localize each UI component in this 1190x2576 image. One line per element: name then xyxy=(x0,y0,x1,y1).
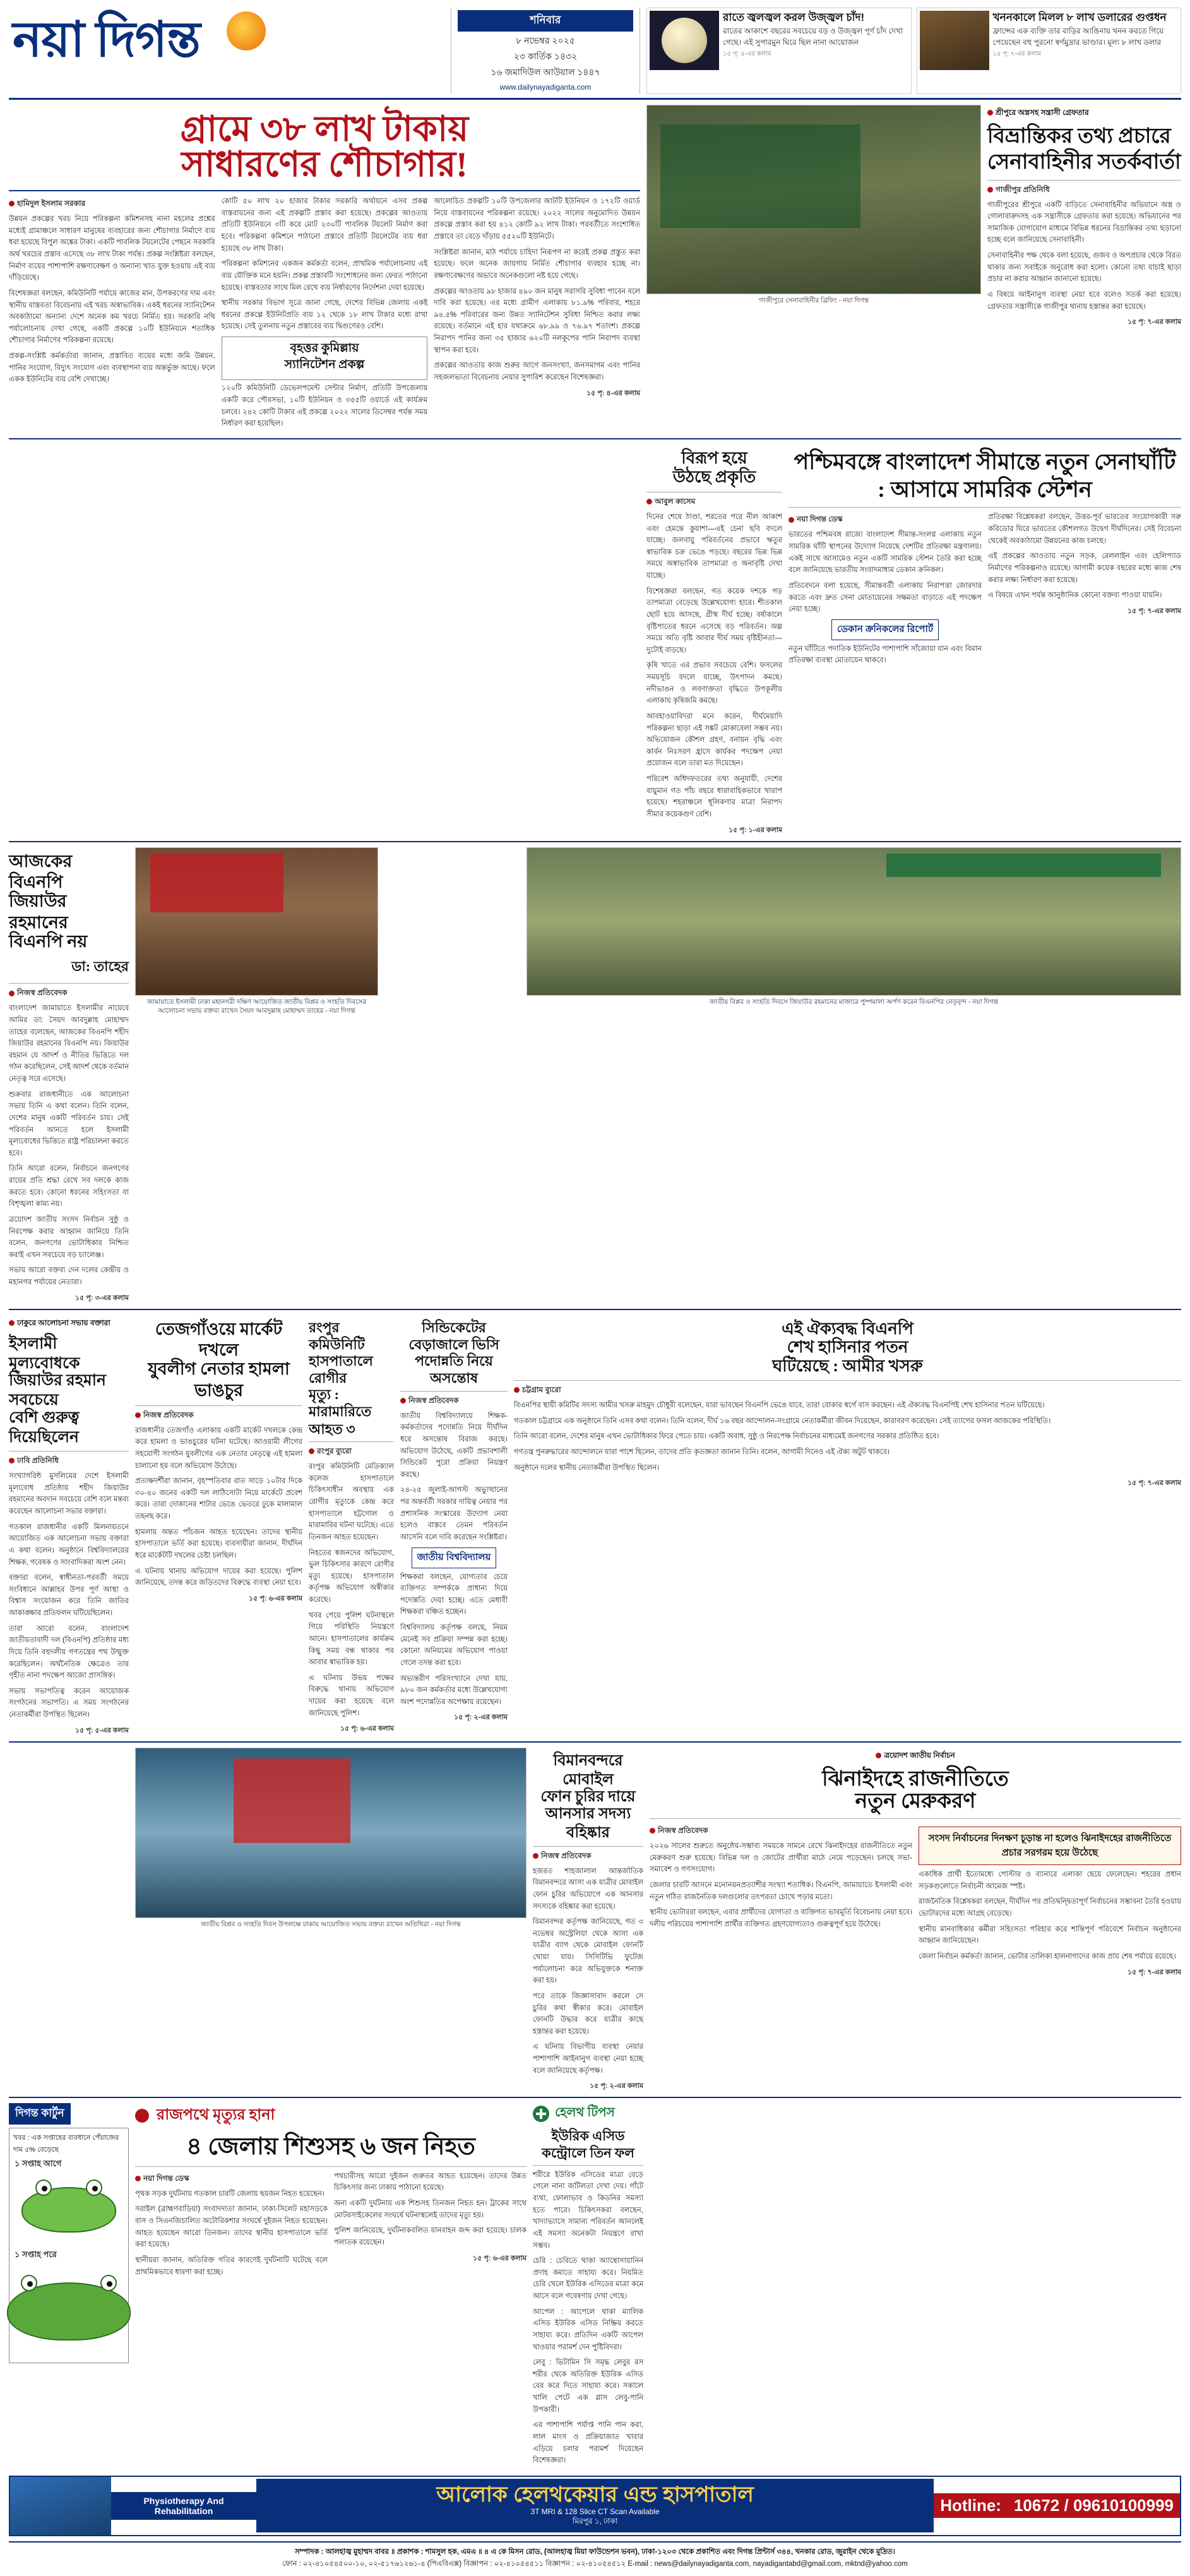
jamaat-photo-block xyxy=(135,847,378,1304)
row-lead xyxy=(9,105,1181,434)
rangpur-para: নিহতের স্বজনদের অভিযোগ, ভুল চিকিৎসার কারণে রোগীর মৃত্যু হয়েছে। হাসপাতাল কর্তৃপক্ষ অভিযোগ অস্বীকার করেছে। xyxy=(309,1549,394,1604)
rangpur-headline-3: মৃত্যু : মারামারিতে আহত ৩ xyxy=(309,1386,372,1437)
lead-tail: ১৫ পৃ: ৪-এর কলাম xyxy=(586,389,641,397)
border-col-1 xyxy=(788,511,982,671)
lead-columns xyxy=(9,196,640,434)
tejgaon-headline-1: তেজগাঁওয়ে মার্কেট দখলে xyxy=(155,1319,283,1360)
bnp-subhead: ডা: তাহের xyxy=(71,958,129,975)
syndicate-para: ২৪-২৫ জুলাই-আগস্ট অভ্যুত্থানের পর অন্তর্বর্তী সরকার দায়িত্ব নেয়ার পর প্রশাসনিক সংস্কারের উদ্যোগ নেয়া হলেও বাস্তবে তেমন পরিবর্তন আসেনি বলে দাবি করেছেন সংশ্লিষ্টরা। xyxy=(400,1486,508,1541)
syndicate-para: শিক্ষকরা বলছেন, যোগ্যতার চেয়ে ব্যক্তিগত সম্পর্ককে প্রাধান্য দিয়ে পদোন্নতি দেয়া হচ্ছে। এতে মেধাবী শিক্ষকরা বঞ্চিত হচ্ছেন। xyxy=(400,1573,508,1616)
islami-tail: ১৫ পৃ: ৫-এর কলাম xyxy=(75,1726,129,1734)
syndicate-story xyxy=(400,1315,508,1737)
promo-moon[interactable] xyxy=(646,8,912,94)
hall-photo-caption: জাতীয় বিপ্লব ও সংহতি দিবস উপলক্ষে ঢাকায় আয়োজিত সভায় বক্তব্য রাখেন অতিথিরা - নয়া দিগন্ত xyxy=(201,1920,461,1928)
border-para: এই প্রকল্পের আওতায় নতুন সড়ক, রেললাইন এবং হেলিপ্যাড নির্মাণের পরিকল্পনাও রয়েছে। আগামী কয়েক বছরের মধ্যে কাজ শেষ করার লক্ষ্য নির্ধারণ করা হয়েছে। xyxy=(988,552,1181,584)
syndicate-para: জাতীয় বিশ্ববিদ্যালয়ে শিক্ষক-কর্মকর্তাদের পদোন্নতি নিয়ে দীর্ঘদিন ধরে অসন্তোষ বিরাজ করছে। অভিযোগ উঠেছে, একটি প্রভাবশালী সিন্ডিকেট পুরো প্রক্রিয়া নিয়ন্ত্রণ করছে। xyxy=(400,1412,508,1479)
rangpur-para: খবর পেয়ে পুলিশ ঘটনাস্থলে গিয়ে পরিস্থিতি নিয়ন্ত্রণে আনে। হাসপাতালের কার্যক্রম কিছু সময় বন্ধ থাকার পর আবার স্বাভাবিক হয়। xyxy=(309,1611,394,1667)
tejgaon-byline: নিজস্ব প্রতিবেদক xyxy=(135,1410,302,1422)
promo-treasure[interactable] xyxy=(917,8,1182,94)
bnp-para: তিনি আরো বলেন, নির্বাচনে জনগণের রায়ের প্রতি শ্রদ্ধা রেখে সব দলকে কাজ করতে হবে। কোনো ধরনের সহিংসতা বা বিশৃঙ্খলা কাম্য নয়। xyxy=(9,1165,129,1208)
jhenaidah-col-1 xyxy=(650,1823,912,1978)
oikko-tail: ১৫ পৃ: ৭-এর কলাম xyxy=(1128,1479,1181,1488)
jhenaidah-kicker: ত্রয়োদশ জাতীয় নির্বাচন xyxy=(650,1750,1181,1763)
rangpur-headline-1: রংপুর কমিউনিটি xyxy=(309,1319,365,1353)
tejgaon-para: প্রত্যক্ষদর্শীরা জানান, বৃহস্পতিবার রাত সাড়ে ১০টার দিকে ৩০-৪০ জনের একটি দল লাঠিসোটা নিয়ে মার্কেটে প্রবেশ করে। তারা দোকানের শাটার ভেঙে ভেতরে ঢুকে মালামাল তছনছ করে। xyxy=(135,1477,302,1521)
sripur-para: গাজীপুরের শ্রীপুরে একটি বাড়িতে সেনাবাহিনীর অভিযানে অস্ত্র ও গোলাবারুদসহ এক সন্ত্রাসীকে গ্রেফতার করা হয়েছে। অভিযানের পর সামাজিক যোগাযোগ মাধ্যমে বিভিন্ন ধরনের বিভ্রান্তিকর তথ্য ছড়ানো হচ্ছে বলে জানিয়েছে সেনাবাহিনী। xyxy=(987,201,1181,244)
lead-headline-1: গ্রামে ৩৮ লাখ টাকায় xyxy=(180,110,469,149)
syndicate-headline-2: পদোন্নতি নিয়ে অসন্তোষ xyxy=(415,1352,493,1386)
border-para: এ বিষয়ে এখন পর্যন্ত আনুষ্ঠানিক কোনো বক্তব্য পাওয়া যায়নি। xyxy=(988,592,1162,600)
border-col-2 xyxy=(988,511,1181,671)
newspaper-logo[interactable] xyxy=(9,8,451,94)
nature-headline-1: বিরূপ হয়ে xyxy=(681,448,747,467)
road-para: সরাইল (ব্রাহ্মণবাড়িয়া) সংবাদদাতা জানান, ঢাকা-সিলেট মহাসড়কে বাস ও সিএনজিচালিত অটোরিকশার সংঘর্ষে দুইজন নিহত হয়েছেন। আহত হয়েছেন আরো তিনজন। তাদের স্থানীয় হাসপাতালে ভর্তি করা হয়েছে। xyxy=(135,2205,328,2249)
islami-kicker: ঢাকুরে আলোচনা সভায় বক্তারা xyxy=(9,1318,129,1330)
promo-treasure-body: ফ্রান্সের এক ব্যক্তি তার বাড়ির আঙিনায় খনন করতে গিয়ে পেয়েছেন বহু পুরনো স্বর্ণমুদ্রার ভাণ্ডার। মূল্য ৮ লাখ ডলার xyxy=(992,27,1164,47)
army-photo-caption: গাজীপুরে সেনাবাহিনীর ব্রিফিং - নয়া দিগন্ত xyxy=(758,297,869,304)
ad-title: আলোক হেলথকেয়ার এন্ড হাসপাতাল xyxy=(436,2483,754,2507)
health-para: লেবু : ভিটামিন সি সমৃদ্ধ লেবুর রস শরীর থেকে অতিরিক্ত ইউরিক এসিড বের করে দিতে সাহায্য করে। সকালে খালি পেটে এক গ্লাস লেবু-পানি উপকারী। xyxy=(533,2359,643,2414)
row-two xyxy=(9,444,1181,837)
airport-headline-3: আনসার সদস্য বহিষ্কার xyxy=(545,1805,631,1841)
lead-col-1 xyxy=(9,196,215,434)
promo-treasure-headline: খননকালে মিলল ৮ লাখ ডলারের গুপ্তধন xyxy=(992,11,1167,23)
row-lead-right xyxy=(646,105,1181,434)
islami-headline-2: জিয়াউর রহমান সবচেয়ে xyxy=(9,1372,106,1409)
health-label: হেলথ টিপস xyxy=(555,2106,615,2120)
rangpur-para: রংপুর কমিউনিটি মেডিক্যাল কলেজ হাসপাতালে চিকিৎসাধীন অবস্থায় এক রোগীর মৃত্যুকে কেন্দ্র করে হাসপাতালে হট্টগোল ও মারামারির ঘটনা ঘটেছে। এতে তিনজন আহত হয়েছেন। xyxy=(309,1463,394,1541)
health-para: শরীরে ইউরিক এসিডের মাত্রা বেড়ে গেলে নানা জটিলতা দেখা দেয়। গাঁটে ব্যথা, ফোলাভাব ও কিডনির সমস্যা হতে পারে। চিকিৎসকরা বলছেন, খাদ্যাভ্যাসে সামান্য পরিবর্তন আনলেই এই সমস্যা অনেকটা নিয়ন্ত্রণে রাখা সম্ভব। xyxy=(533,2171,643,2250)
sripur-headline: বিভ্রান্তিকর তথ্য প্রচারে সেনাবাহিনীর সতর্কবার্তা xyxy=(987,125,1181,174)
airport-headline-1: বিমানবন্দরে মোবাইল xyxy=(553,1752,623,1788)
border-para: ভারতের পশ্চিমবঙ্গ রাজ্যে বাংলাদেশ সীমান্ত-সংলগ্ন এলাকায় নতুন সামরিক ঘাঁটি স্থাপনের উদ্যোগ নিয়েছে দেশটির প্রতিরক্ষা মন্ত্রণালয়। একই সাথে আসামেও নতুন একটি সামরিক স্টেশন তৈরি করা হচ্ছে বলে জানিয়েছে ভারতীয় সংবাদমাধ্যম ডেকান ক্রনিকল। xyxy=(788,531,982,575)
jhenaidah-headline-2: নতুন মেরুকরণ xyxy=(855,1789,976,1813)
health-plus-icon xyxy=(533,2106,549,2122)
date-gregorian: ৮ নভেম্বর ২০২৫ xyxy=(516,35,575,45)
row-four xyxy=(9,1315,1181,1737)
army-photo-block xyxy=(646,105,981,328)
border-story xyxy=(788,444,1181,837)
islami-headline-3: বেশি গুরুত্ব দিয়েছিলেন xyxy=(9,1409,80,1446)
bnp-headline-1: আজকের বিএনপি xyxy=(9,851,73,892)
airport-para: বিমানবন্দর কর্তৃপক্ষ জানিয়েছে, গত ৩ নভেম্বর অস্ট্রেলিয়া থেকে আসা এক যাত্রীর ব্যাগ থেকে মোবাইল ফোনটি খোয়া যায়। সিসিটিভি ফুটেজ পর্যালোচনা করে অভিযুক্তকে শনাক্ত করা হয়। xyxy=(533,1918,643,1985)
syndicate-para: বিশ্ববিদ্যালয় কর্তৃপক্ষ বলছে, নিয়ম মেনেই সব প্রক্রিয়া সম্পন্ন করা হচ্ছে। কোনো অনিয়মের অভিযোগ পাওয়া গেলে তদন্ত করা হবে। xyxy=(400,1624,508,1667)
road-para: পথচারীসহ আরো দুইজন গুরুতর আহত হয়েছেন। তাদের উন্নত চিকিৎসার জন্য ঢাকায় পাঠানো হয়েছে। xyxy=(334,2172,527,2192)
lead-col-2 xyxy=(222,196,428,434)
row-two-spacer xyxy=(9,444,640,837)
nature-headline-2: উঠছে প্রকৃতি xyxy=(672,468,756,487)
jamaat-meeting-photo xyxy=(135,847,378,996)
sripur-tail: ১৫ পৃ: ৭-এর কলাম xyxy=(1128,318,1181,326)
jhenaidah-para: একাধিক প্রার্থী ইতোমধ্যে পোস্টার ও ব্যানারে এলাকা ছেয়ে ফেলেছেন। শহরের প্রধান সড়কগুলোতে নির্বাচনী আমেজ স্পষ্ট। xyxy=(919,1871,1181,1890)
airport-headline-2: ফোন চুরির দায়ে xyxy=(540,1788,636,1805)
sripur-kicker: শ্রীপুরে অস্ত্রসহ সন্ত্রাসী গ্রেফতার xyxy=(987,107,1181,120)
grave-photo-caption: জাতীয় বিপ্লব ও সংহতি দিবসে জিয়াউর রহমানের মাজারে পুষ্পমাল্য অর্পণ করেন বিএনপির নেতৃবৃন্দ - নয়া দিগন্ত xyxy=(709,998,999,1006)
hall-photo-block xyxy=(135,1748,527,2093)
health-tips-block xyxy=(533,2103,643,2471)
jhenaidah-para: জেলার চারটি আসনে মনোনয়নপ্রত্যাশীর সংখ্যা শতাধিক। বিএনপি, জামায়াতে ইসলামী এবং নতুন গঠিত রাজনৈতিক দলগুলোর তৎপরতা চোখে পড়ার মতো। xyxy=(650,1881,912,1901)
road-headline: ৪ জেলায় শিশুসহ ৬ জন নিহত xyxy=(186,2133,475,2161)
lead-col-3 xyxy=(434,196,640,434)
airport-tail: ১৫ পৃ: ২-এর কলাম xyxy=(590,2082,643,2090)
road-para: পুলিশ জানিয়েছে, দুর্ঘটনাকবলিত যানবাহন জব্দ করা হয়েছে। চালক পলাতক রয়েছেন। xyxy=(334,2227,527,2246)
row-three xyxy=(9,847,1181,1304)
jhenaidah-notice: সংসদ নির্বাচনের দিনক্ষণ চূড়ান্ত না হলেও ঝিনাইদহের রাজনীতিতে প্রচার সরগরম হয়ে উঠেছে xyxy=(919,1827,1181,1865)
grave-photo-block xyxy=(527,847,1181,1304)
kumilla-title-2: স্যানিটেশন প্রকল্প xyxy=(284,357,365,371)
army-briefing-photo xyxy=(646,105,981,294)
date-hijri: ১৬ জমাদিউল আউয়াল ১৪৪৭ xyxy=(491,67,600,77)
logo-text: নয়া দিগন্ত xyxy=(13,12,200,67)
health-para: এর পাশাপাশি পর্যাপ্ত পানি পান করা, লাল মাংস ও প্রক্রিয়াজাত খাবার এড়িয়ে চলার পরামর্শ দিয়েছেন বিশেষজ্ঞরা। xyxy=(533,2421,643,2465)
grave-tribute-photo xyxy=(527,847,1181,996)
bnp-para: ত্রয়োদশ জাতীয় সংসদ নির্বাচন সুষ্ঠু ও নিরপেক্ষ করার আহ্বান জানিয়ে তিনি বলেন, জনগণের ভোটাধিকার নিশ্চিত করাই এখন সবচেয়ে বড় চ্যালেঞ্জ। xyxy=(9,1215,129,1259)
row-five xyxy=(9,1748,1181,2093)
lead-para: বিশেষজ্ঞরা বলছেন, কমিউনিটি পর্যায়ে কাজের মান, উপকরণের দাম এবং স্থানীয় বাস্তবতা বিবেচনায় এই খরচ অস্বাভাবিক। একই ধরনের স্যানিটেশন অবকাঠামো অন্যান্য দেশে অনেক কম খরচে নির্মিত হয়। সরকারি নথি পর্যালোচনায় দেখা গেছে, একটি প্রকল্পে ১০টি ইউনিয়নে শতাধিক শৌচাগার নির্মাণের পরিকল্পনা রয়েছে। xyxy=(9,289,215,345)
oikko-story xyxy=(514,1315,1181,1737)
border-headline: পশ্চিমবঙ্গে বাংলাদেশ সীমান্তে নতুন সেনাঘাঁটি : আসামে সামরিক স্টেশন xyxy=(794,449,1176,502)
lead-para: প্রকল্পের আওতায় কাজ শুরুর আগে জনসংখ্যা, জনসমাগম এবং পানির সহজলভ্যতা বিবেচনায় নেয়ার সুপারিশ করেছেন বিশেষজ্ঞরা। xyxy=(434,362,641,381)
cartoon-block xyxy=(9,2103,129,2471)
airport-para: হজরত শাহজালাল আন্তর্জাতিক বিমানবন্দরে আসা এক যাত্রীর মোবাইল ফোন চুরির অভিযোগে এক আনসার সদস্যকে বহিষ্কার করা হয়েছে। xyxy=(533,1867,643,1911)
ad-note: 3T MRI & 128 Slice CT Scan Available xyxy=(530,2507,660,2517)
lead-para: প্রকল্প-সংশ্লিষ্ট কর্মকর্তারা জানান, প্রস্তাবিত ব্যয়ের মধ্যে জমি উন্নয়ন, পানির সংযোগ, বিদ্যুৎ সংযোগ এবং ব্যবস্থাপনা ব্যয় অন্তর্ভুক্ত আছে। ফলে একক ইউনিটের ব্যয় বেশি দেখাচ্ছে। xyxy=(9,352,215,384)
bnp-para: শুক্রবার রাজধানীতে এক আলোচনা সভায় তিনি এ কথা বলেন। তিনি বলেন, দেশের মানুষ একটি পরিবর্তন চায়। সেই পরিবর্তন আনতে হলে ইসলামী মূল্যবোধের ভিত্তিতে রাষ্ট্র পরিচালনা করতে হবে। xyxy=(9,1090,129,1157)
promo-treasure-text xyxy=(993,11,1179,91)
oikko-headline-2: শেখ হাসিনার পতন xyxy=(787,1338,908,1357)
kumilla-para: প্রকল্পের আওতায় ৯৮ হাজার ৪৯০ জন মানুষ সরাসরি সুবিধা পাবেন বলে দাবি করা হয়েছে। এর মধ্যে গ্রামীণ এলাকায় ৮১.৯% পরিবার, শহরে ৯৪.৫% পরিবারের জন্য উন্নত স্যানিটেশন সুবিধা নিশ্চিত করার লক্ষ্য রয়েছে। বর্তমানে এই হার যথাক্রমে ৬৮.৯৯ ও ৭৬.৯৭ শতাংশ। প্রকল্পে নিরাপদ পানির জন্য ৩৫ হাজার ৬২০টি নলকূপের পানি নিরাপদ ব্যবস্থা স্থাপন করা হবে। xyxy=(434,287,641,354)
road-label-icon xyxy=(135,2109,149,2123)
nature-para: বিশেষজ্ঞরা বলছেন, গত কয়েক দশকে গড় তাপমাত্রা বেড়েছে উল্লেখযোগ্য হারে। শীতকাল ছোট হয়ে আসছে, গ্রীষ্ম দীর্ঘ হচ্ছে। বর্ষাকালে বৃষ্টিপাতের ধরনে এসেছে বড় পরিবর্তন। অল্প সময়ে অতি বৃষ্টি আবার দীর্ঘ সময় বৃষ্টিহীনতা—দুটোই বাড়ছে। xyxy=(646,587,782,654)
promo-moon-body: রাতের আকাশে বছরের সবচেয়ে বড় ও উজ্জ্বল পূর্ণ চাঁদ দেখা গেছে। এই সুপারমুন ঘিরে ছিল নানা আয়োজন xyxy=(723,27,903,47)
nature-para: দিনের শেষে ঠাণ্ডা, শরতের পরে নীল আকাশ এবং হেমন্তে কুয়াশা—এই চেনা ছবি বদলে যাচ্ছে। জলবায়ু পরিবর্তনের প্রভাবে ঋতুর স্বাভাবিক চক্র ভেঙে পড়ছে। বছরের ভিন্ন ভিন্ন সময়ে অস্বাভাবিক তাপমাত্রা ও অনাবৃষ্টি দেখা যাচ্ছে। xyxy=(646,513,782,580)
road-para: পৃথক সড়ক দুর্ঘটনায় গতকাল চারটি জেলায় ছয়জন নিহত হয়েছেন। xyxy=(135,2190,324,2198)
tejgaon-para: এ ঘটনায় থানায় অভিযোগ দায়ের করা হয়েছে। পুলিশ জানিয়েছে, তদন্ত করে জড়িতদের বিরুদ্ধে ব্যবস্থা নেয়া হবে। xyxy=(135,1567,302,1587)
bnp-headline-3: বিএনপি নয় xyxy=(9,931,88,951)
jamaat-photo-caption: জামায়াতে ইসলামী ঢাকা মহানগরী দক্ষিণ আয়োজিত জাতীয় বিপ্লব ও সংহতি দিবসের আলোচনা সভায় বক্তব্য রাখেন সৈয়দ আবদুল্লাহ মোহাম্মদ তাহের - নয়া দিগন্ত xyxy=(146,998,367,1015)
row-six xyxy=(9,2103,1181,2471)
footer-contacts: ফোন : ০২-৪১০৫৪৫০০-১০, ০২-৫১৭৬১২৬১-৪ (পিএবিএক্স) বিজ্ঞাপন : ০২-৪১০৫৪৫১১ বিজ্ঞাপন : ০২-৪১০৫৪৫১২ E-mail : news@dailynayadiganta.com, nayadigantabd@gmail.com, mktnd@yahoo.com xyxy=(282,2560,908,2568)
lead-para: আলোচিত প্রকল্পটি ১০টি উপজেলার আটটি ইউনিয়ন ও ১৭২টি ওয়ার্ড নিয়ে বাস্তবায়নের পরিকল্পনা রয়েছে। ২০২২ সালের অনুমোদিত উন্নয়ন প্রকল্পে প্রস্তাব করা হয় ৪১২ কোটি ৯২ লাখ টাকা। পরবর্তীতে সংশোধিত প্রস্তাবে তা বেড়ে দাঁড়ায় ৫৫২০টি ইউনিটে। xyxy=(434,198,641,241)
jhenaidah-para: ২০২৬ সালের শুরুতে অনুষ্ঠেয়-সম্ভাব্য সময়কে সামনে রেখে ঝিনাইদহের রাজনীতিতে নতুন মেরুকরণ শুরু হয়েছে। বিভিন্ন দল ও জোটের প্রার্থীরা মাঠে নেমে পড়েছেন। চলছে সভা-সমাবেশ ও গণসংযোগ। xyxy=(650,1842,912,1874)
road-col-2 xyxy=(334,2171,527,2282)
border-tag: ডেকান ক্রনিকলের রিপোর্ট xyxy=(831,619,939,640)
page-footer xyxy=(9,2541,1181,2571)
road-byline: নয়া দিগন্ত ডেস্ক xyxy=(135,2173,328,2186)
jhenaidah-para: রাজনৈতিক বিশ্লেষকরা বলছেন, দীর্ঘদিন পর প্রতিদ্বন্দ্বিতাপূর্ণ নির্বাচনের সম্ভাবনা তৈরি হওয়ায় ভোটারদের মধ্যে আগ্রহ বেড়েছে। xyxy=(919,1898,1181,1918)
nature-para: কৃষি খাতে এর প্রভাব সবচেয়ে বেশি। ফসলের সময়সূচি বদলে যাচ্ছে, উৎপাদন কমছে। নদীভাঙন ও লবণাক্ততা বৃদ্ধিতে উপকূলীয় এলাকায় কৃষিজমি কমছে। xyxy=(646,662,782,705)
jhenaidah-story xyxy=(650,1748,1181,2093)
oikko-para: গতকাল চট্টগ্রামে এক অনুষ্ঠানে তিনি এসব কথা বলেন। তিনি বলেন, দীর্ঘ ১৬ বছর আন্দোলন-সংগ্রামে নেতাকর্মীরা জীবন দিয়েছেন, কারাবরণ করেছেন। সেই ত্যাগের ফসল আজকের পরিস্থিতি। xyxy=(514,1417,1051,1425)
row-six-right-spacer xyxy=(650,2103,1181,2471)
bnp-byline: নিজস্ব প্রতিবেদক xyxy=(9,987,129,1000)
ad-physio-photo xyxy=(10,2477,111,2535)
nature-continued xyxy=(384,847,520,1304)
syndicate-tag: জাতীয় বিশ্ববিদ্যালয় xyxy=(412,1547,497,1568)
rangpur-story xyxy=(309,1315,394,1737)
ad-left-label: Physiotherapy And Rehabilitation xyxy=(111,2492,256,2520)
lead-para: পরিকল্পনা কমিশনের একজন কর্মকর্তা বলেন, প্রাথমিক পর্যালোচনায় এই ব্যয় যৌক্তিক মনে হয়নি। প্রকল্প প্রস্তাবটি সংশোধনের জন্য ফেরত পাঠানো হয়েছে। বাস্তবতার সাথে মিল রেখে ব্যয় নির্ধারণের নির্দেশনা দেয়া হয়েছে। xyxy=(221,260,428,292)
sun-icon xyxy=(227,11,266,51)
bnp-para: বাংলাদেশ জামায়াতে ইসলামীর নায়েবে আমির ডা: সৈয়দ আবদুল্লাহ মোহাম্মদ তাহের বলেছেন, আজকের বিএনপি শহীদ জিয়াউর রহমানের বিএনপি নয়। জিয়াউর রহমান যে আদর্শ ও নীতির ভিত্তিতে দল গঠন করেছিলেন, সেই আদর্শ থেকে বর্তমান নেতৃত্ব সরে এসেছে। xyxy=(9,1005,129,1083)
islami-headline-1: ইসলামী মূল্যবোধকে xyxy=(9,1335,80,1372)
oikko-para: তিনি আরো বলেন, দেশের মানুষ এখন ভোটাধিকার ফিরে পেতে চায়। একটি অবাধ, সুষ্ঠু ও নিরপেক্ষ নির্বাচনের মাধ্যমেই জনগণের সরকার প্রতিষ্ঠিত হবে। xyxy=(514,1433,939,1441)
road-col-1 xyxy=(135,2171,328,2282)
nature-para: আবহাওয়াবিদরা মনে করেন, দীর্ঘমেয়াদি পরিকল্পনা ছাড়া এই সঙ্কট মোকাবেলা সম্ভব নয়। অভিযোজন কৌশল গ্রহণ, বনায়ন বৃদ্ধি এবং কার্বন নিঃসরণ হ্রাসে কার্যকর পদক্ষেপ নেয়া প্রয়োজন বলে তারা মত দিয়েছেন। xyxy=(646,712,782,768)
road-para: অন্য একটি দুর্ঘটনায় এক শিশুসহ তিনজন নিহত হন। ট্রাকের সাথে মোটরসাইকেলের সংঘর্ষে ঘটনাস্থলেই তাদের মৃত্যু হয়। xyxy=(334,2200,527,2219)
cartoon-label: দিগন্ত কার্টুন xyxy=(9,2103,71,2125)
health-headline: ইউরিক এসিড কন্ট্রোলে তিন ফল xyxy=(542,2128,634,2161)
nature-para: পরিবেশ অধিদফতরের তথ্য অনুযায়ী, দেশের বায়ুমান গত পাঁচ বছরে ধারাবাহিকভাবে খারাপ হয়েছে। শহরাঞ্চলে ধূলিকণার মাত্রা নিরাপদ সীমার কয়েকগুণ বেশি। xyxy=(646,775,782,818)
oikko-para: অনুষ্ঠানে দলের স্থানীয় নেতাকর্মীরা উপস্থিত ছিলেন। xyxy=(514,1464,660,1472)
seminar-hall-photo xyxy=(135,1748,527,1918)
road-para: স্থানীয়রা জানান, অতিরিক্ত গতির কারণেই দুর্ঘটনাটি ঘটেছে বলে প্রাথমিকভাবে ধারণা করা হচ্ছে। xyxy=(135,2256,328,2276)
health-para: আপেল : আপেলে থাকা ম্যালিক এসিড ইউরিক এসিড নিষ্ক্রিয় করতে সাহায্য করে। প্রতিদিন একটি আপেল খাওয়ার পরামর্শ দেন পুষ্টিবিদরা। xyxy=(533,2308,643,2351)
frog-large-illustration xyxy=(13,2264,124,2359)
tejgaon-para: রাজধানীর তেজগাঁও এলাকায় একটি মার্কেট দখলকে কেন্দ্র করে হামলা ও ভাঙচুরের ঘটনা ঘটেছে। আওয়ামী লীগের সহযোগী সংগঠন যুবলীগের এক নেতার নেতৃত্বে এই হামলা চালানো হয় বলে অভিযোগ উঠেছে। xyxy=(135,1426,302,1470)
bnp-para: সভায় আরো বক্তব্য দেন দলের কেন্দ্রীয় ও মহানগর পর্যায়ের নেতারা। xyxy=(9,1267,129,1287)
lead-story xyxy=(9,105,640,434)
jhenaidah-tail: ১৫ পৃ: ৭-এর কলাম xyxy=(1128,1968,1181,1976)
border-byline: নয়া দিগন্ত ডেস্ক xyxy=(788,514,982,527)
ad-sub: মিরপুর ১, ঢাকা xyxy=(572,2517,618,2526)
islami-story xyxy=(9,1315,129,1737)
rangpur-tail: ১৫ পৃ: ৬-এর কলাম xyxy=(340,1725,394,1733)
sripur-story xyxy=(987,105,1181,328)
moon-photo xyxy=(650,11,719,70)
ad-hotline-number[interactable]: 10672 / 09610100999 xyxy=(1008,2493,1180,2518)
border-para: নতুন ঘাঁটিতে পদাতিক ইউনিটের পাশাপাশি সাঁজোয়া যান এবং বিমান প্রতিরক্ষা ব্যবস্থা মোতায়েন থাকবে। xyxy=(788,645,982,665)
tejgaon-story xyxy=(135,1315,302,1737)
website-url[interactable]: www.dailynayadiganta.com xyxy=(499,83,592,92)
road-tail: ১৫ পৃ: ৬-এর কলাম xyxy=(473,2254,527,2262)
bnp-tail: ১৫ পৃ: ৩-এর কলাম xyxy=(75,1294,129,1302)
jhenaidah-byline: নিজস্ব প্রতিবেদক xyxy=(650,1825,912,1838)
bnp-headline-2: জিয়াউর রহমানের xyxy=(9,891,68,932)
tejgaon-tail: ১৫ পৃ: ৬-এর কলাম xyxy=(249,1594,302,1602)
oikko-headline-1: এই ঐক্যবদ্ধ বিএনপি xyxy=(782,1319,913,1338)
cartoon-news: খবর : এক সপ্তাহের ব্যবধানে পেঁয়াজের দাম ৫% বেড়েছে xyxy=(13,2134,119,2154)
syndicate-byline: নিজস্ব প্রতিবেদক xyxy=(400,1395,508,1408)
sripur-para: এ বিষয়ে আইনানুগ ব্যবস্থা নেয়া হবে বলেও সতর্ক করা হয়েছে। গ্রেফতার সন্ত্রাসীকে গাজীপুর থানায় হস্তান্তর করা হয়েছে। xyxy=(987,290,1181,311)
promo-moon-text xyxy=(723,11,908,91)
health-para: চেরি : চেরিতে থাকা অ্যান্থোসায়ানিন প্রদাহ কমাতে সাহায্য করে। নিয়মিত চেরি খেলে ইউরিক এসিডের মাত্রা কমে আসে বলে গবেষণায় দেখা গেছে। xyxy=(533,2257,643,2301)
jhenaidah-para: স্থানীয় ভোটাররা বলছেন, এবার প্রার্থীদের যোগ্যতা ও ব্যক্তিগত ভাবমূর্তি বিবেচনায় নেয়া হবে। দলীয় পরিচয়ের পাশাপাশি প্রার্থীর ব্যক্তিগত গ্রহণযোগ্যতাও গুরুত্বপূর্ণ হয়ে উঠেছে। xyxy=(650,1909,912,1928)
syndicate-headline-1: সিন্ডিকেটের বেড়াজালে ভিসি xyxy=(408,1319,499,1353)
border-para: প্রতিবেদনে বলা হয়েছে, সীমান্তবর্তী এলাকায় নিরাপত্তা জোরদার করতে এবং দ্রুত সেনা মোতায়েনের সক্ষমতা বাড়াতে এই পদক্ষেপ নেয়া হচ্ছে। xyxy=(788,581,982,614)
airport-byline: নিজস্ব প্রতিবেদক xyxy=(533,1851,643,1863)
jhenaidah-para: স্থানীয় মানবাধিকার কর্মীরা সহিংসতা পরিহার করে শান্তিপূর্ণ পরিবেশে নির্বাচন অনুষ্ঠানের আহ্বান জানিয়েছেন। xyxy=(919,1925,1181,1945)
airport-story xyxy=(533,1748,643,2093)
tejgaon-para: হামলায় অন্তত পাঁচজন আহত হয়েছেন। তাদের স্থানীয় হাসপাতালে ভর্তি করা হয়েছে। ব্যবসায়ীরা জানান, দীর্ঘদিন ধরে মার্কেটটি দখলের চেষ্টা চলছিল। xyxy=(135,1528,302,1559)
lead-para: উন্নয়ন প্রকল্পের খরচ নিয়ে পরিকল্পনা কমিশনসহ নানা মহলের প্রশ্নের মধ্যেই গ্রামাঞ্চলে সাধারণ মানুষের ব্যবহারের জন্য শৌচাগার নির্মাণে ব্যয় ধরা হয়েছে বিপুল অঙ্কের টাকা। একটি পাবলিক টয়লেটের পেছনে সরকারি অর্থ খরচের প্রস্তাব এসেছে ৩৮ লাখ টাকা পর্যন্ত। প্রকল্প সংশ্লিষ্টরা বলছেন, নির্মাণ ব্যয়ের পাশাপাশি রক্ষণাবেক্ষণ ও অন্যান্য খাত যুক্ত হওয়ায় এই ব্যয় দাঁড়িয়েছে। xyxy=(9,215,215,282)
cartoon-caption-2: ১ সপ্তাহ পরে xyxy=(15,2250,57,2260)
nature-tail: ১৫ পৃ: ১-এর কলাম xyxy=(729,826,782,834)
treasure-photo xyxy=(920,11,989,70)
top-promo-strip xyxy=(640,8,1181,94)
lead-headline-2: সাধারণের শৌচাগার! xyxy=(181,145,468,185)
syndicate-tail: ১৫ পৃ: ২-এর কলাম xyxy=(454,1714,508,1722)
airport-para: পরে তাকে জিজ্ঞাসাবাদ করলে সে চুরির কথা স্বীকার করে। মোবাইল ফোনটি উদ্ধার করে যাত্রীর কাছে হস্তান্তর করা হয়েছে। xyxy=(533,1992,643,2036)
rangpur-para: এ ঘটনায় উভয় পক্ষের বিরুদ্ধে থানায় অভিযোগ দায়ের করা হয়েছে বলে জানিয়েছে পুলিশ। xyxy=(309,1674,394,1717)
nature-story xyxy=(646,444,782,837)
ad-hotline-label: Hotline: xyxy=(934,2493,1008,2518)
oikko-para: গণতন্ত্র পুনরুদ্ধারের আন্দোলনে যারা পাশে ছিলেন, তাদের প্রতি কৃতজ্ঞতা জানান তিনি। বলেন, আগামী দিনেও এই ঐক্য অটুট থাকবে। xyxy=(514,1448,890,1457)
islami-para: তারা আরো বলেন, বাংলাদেশ জাতীয়তাবাদী দল (বিএনপি) প্রতিষ্ঠার মধ্য দিয়ে তিনি বহুদলীয় গণতন্ত্রের পথ উন্মুক্ত করেছিলেন। অর্থনৈতিক ক্ষেত্রেও তার গৃহীত নানা পদক্ষেপ আজো প্রাসঙ্গিক। xyxy=(9,1625,129,1680)
islami-para: সংখ্যাগরিষ্ঠ মুসলিমের দেশে ইসলামী মূল্যবোধ প্রতিষ্ঠায় শহীদ জিয়াউর রহমানের অবদান সবচেয়ে বেশি বলে মন্তব্য করেছেন আলোচনা সভার বক্তারা। xyxy=(9,1472,129,1516)
kumilla-title-1: বৃহত্তর কুমিল্লায় xyxy=(290,342,359,355)
islami-byline: ঢাবি প্রতিনিধি xyxy=(9,1455,129,1468)
date-block xyxy=(451,8,640,94)
jhenaidah-col-2 xyxy=(919,1823,1181,1978)
sripur-para: সেনাবাহিনীর পক্ষ থেকে বলা হয়েছে, গুজব ও অপপ্রচার থেকে বিরত থাকার জন্য সবাইকে অনুরোধ করা হলো। কোনো তথ্য যাচাই ছাড়া প্রচার না করার আহ্বান জানানো হয়েছে। xyxy=(987,252,1181,283)
oikko-headline-3: ঘটিয়েছে : আমীর খসরু xyxy=(772,1356,923,1375)
day-label: শনিবার xyxy=(458,10,633,32)
road-accident-block xyxy=(135,2103,527,2471)
lead-para: স্থানীয় সরকার বিভাগ সূত্রে জানা গেছে, দেশের বিভিন্ন জেলায় একই ধরনের প্রকল্পে ইউনিটপ্রতি ব্যয় ১২ থেকে ১৮ লাখ টাকার মধ্যে রাখা হয়েছে। সেই তুলনায় নতুন প্রস্তাবের ব্যয় দ্বিগুণেরও বেশি। xyxy=(221,299,428,331)
jhenaidah-para: জেলা নির্বাচন কর্মকর্তা জানান, ভোটার তালিকা হালনাগাদের কাজ প্রায় শেষ পর্যায়ে রয়েছে। xyxy=(919,1952,1176,1960)
islami-para: সভায় সভাপতিত্ব করেন আয়োজক সংগঠনের সভাপতি। এ সময় সংগঠনের নেতাকর্মীরা উপস্থিত ছিলেন। xyxy=(9,1687,129,1719)
road-label: রাজপথে মৃত্যুর হানা xyxy=(157,2107,275,2124)
sripur-byline: গাজীপুর প্রতিনিধি xyxy=(987,184,1181,197)
ad-center xyxy=(256,2479,934,2532)
cartoon-box xyxy=(9,2128,129,2363)
kumilla-box xyxy=(222,337,428,380)
oikko-para: বিএনপির স্থায়ী কমিটির সদস্য আমীর খসরু মাহমুদ চৌধুরী বলেছেন, যারা ভাবছেন বিএনপি ভেঙে যাবে, তারা বোকার স্বর্গে বাস করছেন। এই ঐক্যবদ্ধ বিএনপিই শেখ হাসিনার পতন ঘটিয়েছে। xyxy=(514,1402,1045,1410)
row-five-left-spacer xyxy=(9,1748,129,2093)
rangpur-byline: রংপুর ব্যুরো xyxy=(309,1446,394,1458)
oikko-byline: চট্টগ্রাম ব্যুরো xyxy=(514,1385,1181,1397)
kumilla-para: ১২০টি কমিউনিটি ডেভেলপমেন্ট সেন্টার নির্মাণ, প্রতিটি উপজেলায় একটি করে পৌরসভা, ১০টি ইউনিয়ন ও ৩৫৫টি ওয়ার্ডে এই কার্যক্রম চলবে। ২৪২ কোটি টাকার এই প্রকল্পে ২০২২ সালের ডিসেম্বর পর্যন্ত সময় নির্ধারণ করা হয়েছিল। xyxy=(221,385,428,428)
rangpur-headline-2: হাসপাতালে রোগীর xyxy=(309,1352,373,1386)
lead-para: সংশ্লিষ্টরা জানান, মাঠ পর্যায়ে চাহিদা নিরূপণ না করেই প্রকল্প প্রস্তুত করা হয়েছে। ফলে অনেক জায়গায় নির্মিত শৌচাগার ব্যবহার হচ্ছে না। রক্ষণাবেক্ষণের অভাবে অনেকগুলো নষ্ট হয়ে গেছে। xyxy=(434,248,641,280)
cartoon-caption-1: ১ সপ্তাহ আগে xyxy=(15,2159,62,2169)
lead-byline: হামিদুল ইসলাম সরকার xyxy=(9,198,215,211)
promo-treasure-credit: ১৫ পৃ: ৭-এর কলাম xyxy=(992,51,1042,58)
islami-para: বক্তারা বলেন, স্বাধীনতা-পরবর্তী সময়ে সংবিধানে আল্লাহর উপর পূর্ণ আস্থা ও বিশ্বাস সংযোজন করে তিনি জাতির আকাঙ্ক্ষার প্রতিফলন ঘটিয়েছিলেন। xyxy=(9,1574,129,1618)
promo-moon-headline: রাতে জ্বলজ্বল করল উজ্জ্বল চাঁদ! xyxy=(723,11,865,23)
frog-small-illustration xyxy=(13,2173,124,2247)
border-para: প্রতিরক্ষা বিশ্লেষকরা বলছেন, উত্তর-পূর্ব ভারতের সংযোগকারী সরু করিডোর ঘিরে ভারতের কৌশলগত উদ্বেগ দীর্ঘদিনের। সেই বিবেচনা থেকেই অবকাঠামো উন্নয়নের কাজ চলছে। xyxy=(988,513,1181,545)
border-tail: ১৫ পৃ: ৭-এর কলাম xyxy=(1128,607,1181,615)
masthead xyxy=(9,8,1181,100)
tejgaon-headline-2: যুবলীগ নেতার হামলা ভাঙচুর xyxy=(148,1359,290,1400)
lead-para: কোটি ৫০ লাখ ২০ হাজার টাকার সরকারি অর্থায়নে এসব প্রকল্প বাস্তবায়নের জন্য এই প্রকল্পটি প্রস্তাব করা হয়েছে। প্রকল্পের আওতায় প্রতিটি ইউনিয়নে ৩টি করে মোট ২৩০টি পাবলিক টয়লেট নির্মাণ করা হবে। পরিকল্পনা কমিশনে পাঠানো প্রস্তাবে প্রতিটি টয়লেটের ব্যয় ধরা হয়েছে ৩৮ লাখ টাকা। xyxy=(221,198,428,253)
nature-byline: আবুল কাসেম xyxy=(646,496,782,509)
hospital-advertisement[interactable] xyxy=(9,2476,1181,2536)
syndicate-para: অভ্যন্তরীণ পরিসংখ্যানে দেখা যায়, ৯৮০ জন কর্মকর্তার মধ্যে উল্লেখযোগ্য অংশ পদোন্নতির অপেক্ষায় রয়েছেন। xyxy=(400,1674,508,1706)
date-bangla: ২৩ কার্তিক ১৪৩২ xyxy=(513,51,578,61)
footer-imprint: সম্পাদক : আলহাজ্ব মুহাম্মদ বাবর ॥ প্রকাশক : শামসুল হক, এমএ ॥ ৪ এ কে মিসন রোড, (আলহাজ্ব মিয়া ফাউন্ডেশন ভবন), ঢাকা-১২০৩ থেকে প্রকাশিত এবং দিগন্ত প্রিন্টার্স ৩৪৪, খনকার রোড, জুরাইন থেকে মুদ্রিত। xyxy=(295,2548,895,2556)
promo-moon-credit: ১৫ পৃ: ৫-এর কলাম xyxy=(723,51,771,58)
airport-para: এ ঘটনায় বিভাগীয় ব্যবস্থা নেয়ার পাশাপাশি আইনানুগ ব্যবস্থা নেয়া হচ্ছে বলে জানিয়েছে কর্তৃপক্ষ। xyxy=(533,2043,643,2075)
islami-para: গতকাল রাজধানীর একটি মিলনায়তনে আয়োজিত এক আলোচনা সভায় বক্তারা এ কথা বলেন। অনুষ্ঠানে বিশ্ববিদ্যালয়ের শিক্ষক, গবেষক ও সাংবাদিকরা অংশ নেন। xyxy=(9,1523,129,1566)
jhenaidah-headline-1: ঝিনাইদহে রাজনীতিতে xyxy=(822,1767,1009,1791)
bnp-story xyxy=(9,847,129,1304)
